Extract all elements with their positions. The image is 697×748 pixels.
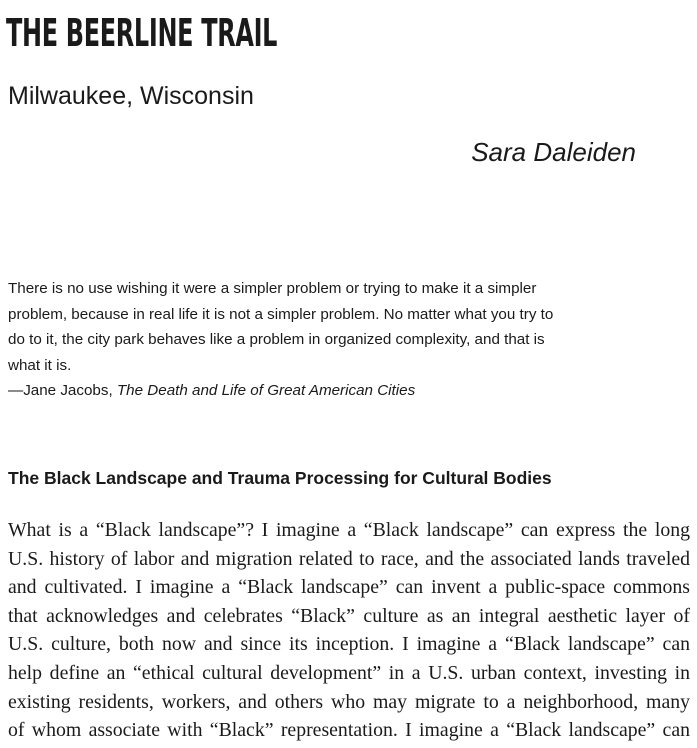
body-line: existing residents, workers, and others who may migrate to a neighborhood, many [8,690,690,713]
author-name: Sara Daleiden [471,137,636,167]
attribution-book-title: The Death and Life of Great American Cities [116,382,416,399]
attribution-author: —Jane Jacobs, [8,382,117,399]
epigraph-line: There is no use wishing it were a simpler problem or trying to make it a simpler [8,280,537,297]
epigraph-line: what it is. [8,356,72,374]
epigraph-line: do to it, the city park behaves like a problem in organized complexity, and that is [8,331,545,348]
epigraph-line: problem, because in real life it is not a simpler problem. No matter what you try to [8,305,554,323]
body-paragraph [8,516,690,745]
location-subtitle: Milwaukee, Wisconsin [8,82,254,110]
body-line: of whom associate with “Black” representation. I imagine a “Black landscape” can [8,719,690,742]
epigraph-quote [8,276,648,404]
section-heading: The Black Landscape and Trauma Processing for Cultural Bodies [8,468,552,488]
body-line: and cultivated. I imagine a “Black landscape” can invent a public-space commons [8,576,690,599]
body-line: U.S. history of labor and migration related to race, and the associated lands traveled [8,547,690,570]
epigraph-attribution [8,378,648,404]
body-line: What is a “Black landscape”? I imagine a “Black landscape” can express the long [8,519,690,541]
chapter-title: THE BEERLINE TRAIL [6,11,278,55]
body-line: that acknowledges and celebrates “Black” culture as an integral aesthetic layer of [8,604,690,627]
body-line: U.S. culture, both now and since its inception. I imagine a “Black landscape” can [8,633,690,656]
body-line: help define an “ethical cultural development” in a U.S. urban context, investing in [8,661,690,684]
